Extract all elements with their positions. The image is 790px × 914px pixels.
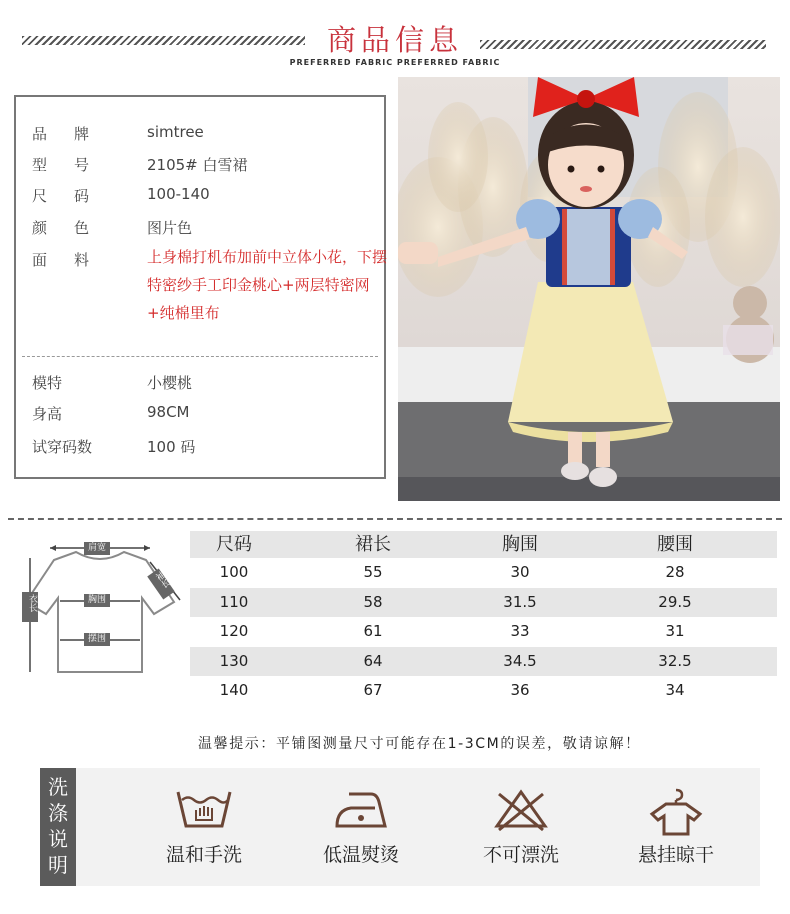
info-label: 身高: [32, 405, 63, 423]
hang-dry-icon: [646, 786, 706, 836]
table-header-row: [190, 531, 777, 558]
wash-label: 温和手洗: [165, 844, 242, 866]
washing-title-char: 涤: [48, 801, 68, 825]
washing-title-char: 明: [48, 853, 68, 877]
page-title: 商品信息: [326, 23, 463, 57]
header-hatch-left: [22, 36, 305, 45]
info-label: 颜色: [32, 219, 117, 237]
table-cell: 64: [363, 651, 383, 670]
wash-item-low-iron: [286, 768, 436, 886]
table-cell: 31.5: [503, 592, 537, 611]
diagram-sleeve-label: 袖长: [152, 570, 172, 591]
table-row: [190, 617, 777, 647]
table-cell: 32.5: [658, 651, 692, 670]
washing-title-char: 说: [48, 827, 68, 851]
section-separator: [8, 518, 782, 520]
info-label: 品牌: [32, 125, 117, 143]
info-divider: [22, 356, 378, 357]
info-label: 面料: [32, 251, 117, 269]
info-value: 100 码: [147, 438, 196, 456]
table-cell: 110: [219, 592, 249, 611]
table-cell: 34: [665, 681, 685, 700]
page-subtitle: PREFERRED FABRIC PREFERRED FABRIC: [289, 58, 501, 67]
table-header-cell: 尺码: [216, 534, 252, 555]
table-header-cell: 裙长: [355, 534, 391, 555]
wash-label: 悬挂晾干: [637, 844, 714, 866]
measurement-tip: 温馨提示：平铺图测量尺寸可能存在1-3CM的误差，敬请谅解！: [198, 736, 641, 752]
hand-wash-icon: [174, 786, 234, 832]
wash-label: 不可漂洗: [482, 844, 559, 866]
table-header-cell: 腰围: [657, 534, 693, 555]
info-value: 98CM: [147, 403, 190, 421]
table-cell: 28: [665, 563, 685, 581]
fabric-description: 上身棉打机布加前中立体小花，下摆特密纱手工印金桃心+两层特密网+纯棉里布: [147, 248, 388, 322]
table-cell: 58: [363, 592, 383, 611]
diagram-length-label: 衣长: [27, 594, 37, 612]
info-label: 模特: [32, 374, 63, 392]
table-row: [190, 558, 777, 588]
info-label: 型号: [32, 156, 117, 174]
table-cell: 55: [363, 563, 383, 581]
diagram-hem-label: 摆围: [87, 634, 106, 644]
size-table: [190, 531, 777, 706]
info-value: 100-140: [147, 185, 210, 203]
table-row: [190, 588, 777, 618]
table-row: [190, 676, 777, 706]
info-value: 小樱桃: [147, 374, 193, 392]
table-cell: 34.5: [503, 651, 537, 670]
table-cell: 120: [219, 622, 249, 641]
product-info-box: [14, 95, 386, 479]
washing-side-title: [40, 768, 76, 886]
info-label: 试穿码数: [32, 438, 93, 456]
table-cell: 140: [219, 681, 249, 700]
diagram-shoulder-label: 肩宽: [87, 543, 106, 553]
wash-item-hang-dry: [601, 768, 751, 886]
measurement-diagram: [14, 540, 186, 690]
table-cell: 100: [219, 563, 249, 581]
wash-item-no-bleach: [446, 768, 596, 886]
table-row: [190, 647, 777, 677]
table-cell: 130: [219, 651, 249, 670]
info-value: 2105# 白雪裙: [147, 156, 248, 174]
washing-panel: [76, 768, 760, 886]
wash-item-hand-wash: [129, 768, 279, 886]
table-cell: 29.5: [658, 592, 692, 611]
table-cell: 36: [510, 681, 530, 700]
washing-title-char: 洗: [48, 775, 68, 799]
table-cell: 61: [363, 622, 383, 641]
table-header-cell: 胸围: [502, 534, 538, 555]
info-value: simtree: [147, 123, 204, 141]
info-label: 尺码: [32, 187, 117, 205]
header-hatch-right: [480, 40, 766, 49]
table-cell: 33: [510, 622, 530, 641]
table-cell: 30: [510, 563, 530, 581]
product-photo: [398, 77, 780, 501]
table-cell: 31: [665, 622, 685, 641]
low-iron-icon: [331, 786, 391, 832]
info-value: 图片色: [147, 219, 193, 237]
diagram-chest-label: 胸围: [87, 595, 106, 605]
no-bleach-icon: [491, 786, 551, 832]
wash-label: 低温熨烫: [322, 844, 399, 866]
table-cell: 67: [363, 681, 383, 700]
